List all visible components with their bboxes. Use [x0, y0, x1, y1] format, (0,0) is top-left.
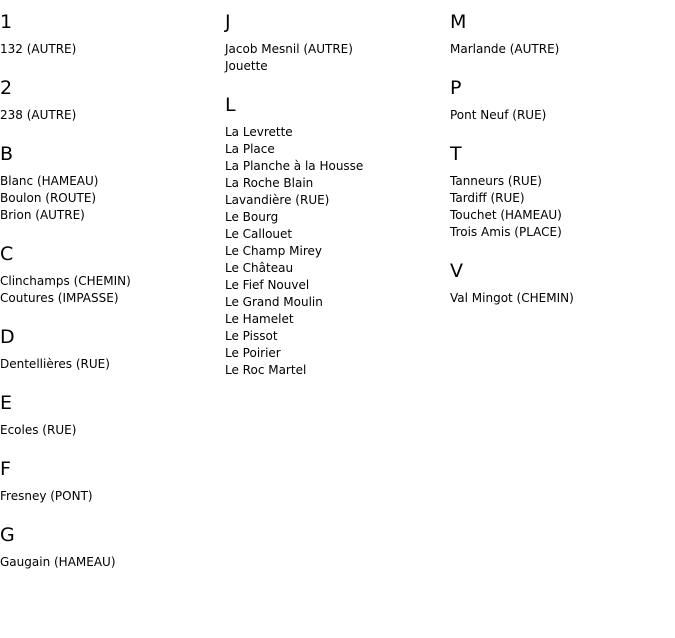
street-link[interactable]: Lavandière (RUE)	[225, 193, 330, 207]
street-list	[450, 41, 675, 58]
street-link[interactable]: La Levrette	[225, 125, 293, 139]
section-letter-heading: V	[450, 260, 463, 282]
street-list	[0, 488, 225, 505]
section-letter-heading: F	[0, 458, 11, 480]
column-3	[450, 0, 675, 307]
street-link[interactable]: Tanneurs (RUE)	[450, 174, 542, 188]
column-1	[0, 0, 225, 571]
street-list	[225, 41, 450, 75]
street-link[interactable]: Le Bourg	[225, 210, 279, 224]
street-link[interactable]: Jacob Mesnil (AUTRE)	[225, 42, 353, 56]
street-list	[450, 173, 675, 241]
street-link[interactable]: La Roche Blain	[225, 176, 314, 190]
street-link[interactable]: Boulon (ROUTE)	[0, 191, 97, 205]
section-letter-heading: M	[450, 11, 467, 33]
street-list	[0, 107, 225, 124]
street-link[interactable]: Le Fief Nouvel	[225, 278, 310, 292]
letter-section	[225, 11, 450, 75]
letter-section	[0, 392, 225, 439]
letter-section	[0, 11, 225, 58]
letter-section	[225, 94, 450, 379]
street-link[interactable]: Pont Neuf (RUE)	[450, 108, 547, 122]
street-link[interactable]: Marlande (AUTRE)	[450, 42, 560, 56]
street-link[interactable]: Le Grand Moulin	[225, 295, 323, 309]
street-link[interactable]: Clinchamps (CHEMIN)	[0, 274, 131, 288]
section-letter-heading: J	[225, 11, 231, 33]
street-list	[0, 554, 225, 571]
section-letter-heading: P	[450, 77, 462, 99]
section-letter-heading: B	[0, 143, 14, 165]
street-list	[0, 173, 225, 224]
street-link[interactable]: 238 (AUTRE)	[0, 108, 77, 122]
street-link[interactable]: Brion (AUTRE)	[0, 208, 85, 222]
street-link[interactable]: Fresney (PONT)	[0, 489, 93, 503]
street-link[interactable]: Trois Amis (PLACE)	[450, 225, 562, 239]
street-link[interactable]: Tardiff (RUE)	[450, 191, 525, 205]
street-link[interactable]: Le Hamelet	[225, 312, 294, 326]
street-list	[0, 41, 225, 58]
section-letter-heading: L	[225, 94, 236, 116]
street-link[interactable]: Gaugain (HAMEAU)	[0, 555, 116, 569]
column-2	[225, 0, 450, 379]
street-list	[450, 290, 675, 307]
street-link[interactable]: Dentellières (RUE)	[0, 357, 110, 371]
section-letter-heading: E	[0, 392, 13, 414]
street-link[interactable]: Le Pissot	[225, 329, 278, 343]
letter-section	[450, 11, 675, 58]
letter-section	[450, 77, 675, 124]
street-link[interactable]: Blanc (HAMEAU)	[0, 174, 99, 188]
letter-section	[0, 143, 225, 224]
letter-section	[0, 77, 225, 124]
section-letter-heading: 2	[0, 77, 13, 99]
street-link[interactable]: Touchet (HAMEAU)	[450, 208, 562, 222]
street-link[interactable]: La Planche à la Housse	[225, 159, 364, 173]
section-letter-heading: 1	[0, 11, 13, 33]
letter-section	[450, 260, 675, 307]
street-link[interactable]: 132 (AUTRE)	[0, 42, 77, 56]
street-link[interactable]: Le Callouet	[225, 227, 293, 241]
street-list	[225, 124, 450, 379]
street-link[interactable]: Coutures (IMPASSE)	[0, 291, 119, 305]
section-letter-heading: T	[450, 143, 462, 165]
letter-section	[0, 524, 225, 571]
letter-section	[0, 243, 225, 307]
street-link[interactable]: Ecoles (RUE)	[0, 423, 77, 437]
street-link[interactable]: La Place	[225, 142, 275, 156]
section-letter-heading: G	[0, 524, 15, 546]
street-link[interactable]: Le Roc Martel	[225, 363, 307, 377]
letter-section	[0, 326, 225, 373]
street-link[interactable]: Le Poirier	[225, 346, 281, 360]
street-list	[450, 107, 675, 124]
street-link[interactable]: Jouette	[225, 59, 268, 73]
section-letter-heading: D	[0, 326, 15, 348]
letter-section	[450, 143, 675, 241]
street-list	[0, 422, 225, 439]
street-link[interactable]: Le Champ Mirey	[225, 244, 322, 258]
street-link[interactable]: Val Mingot (CHEMIN)	[450, 291, 574, 305]
letter-section	[0, 458, 225, 505]
street-list	[0, 273, 225, 307]
section-letter-heading: C	[0, 243, 14, 265]
street-link[interactable]: Le Château	[225, 261, 294, 275]
street-list	[0, 356, 225, 373]
